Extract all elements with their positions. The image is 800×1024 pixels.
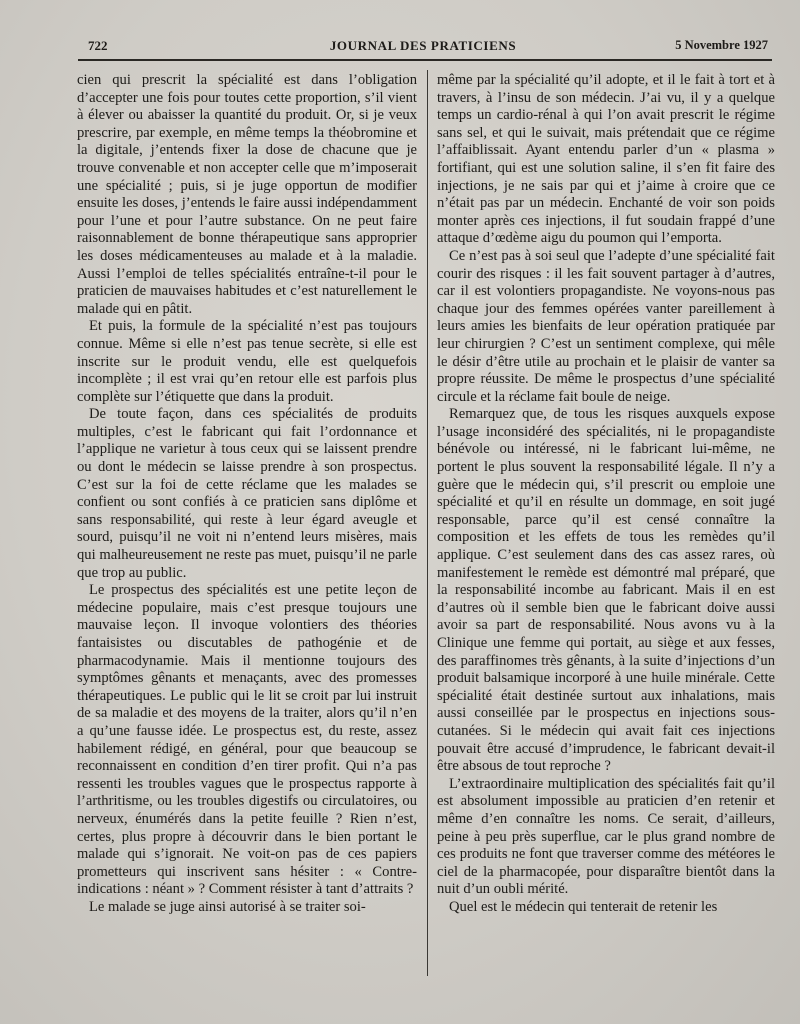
paragraph: L’extraordinaire multiplication des spécialités fait qu’il est absolument impossible au praticien d’en retenir et même d’en connaître les noms. Ce serait, d’ailleurs, peine à peu près superflue, car le plus grand nombre de ces produits ne font que traverser comme des météores le ciel de la pharmacopée, pour disparaître bientôt dans la nuit d’un oubli mérité. (437, 775, 775, 898)
header-rule (78, 59, 772, 61)
running-header (78, 38, 768, 58)
paragraph: Le malade se juge ainsi autorisé à se traiter soi- (89, 898, 366, 915)
column-divider (427, 70, 428, 976)
right-column (437, 72, 775, 917)
paragraph: Le prospectus des spécialités est une petite leçon de médecine populaire, mais c’est presque toujours une mauvaise leçon. Il invoque volontiers des théories fantaisistes ou discutables de pathogénie et de pharmacodynamie. Mais il mentionne toujours des symptômes gênants et menaçants, avec des promesses thérapeutiques. Le public qui le lit se croit par lui instruit de sa maladie et des moyens de la traiter, alors qu’il n’en a qu’une fausse idée. Le prospectus est, du reste, assez habilement rédigé, en général, pour que beaucoup se reconnaissent en condition d’en tirer profit. Qui n’a pas ressenti les troubles vagues que le prospectus rapporte à l’arthritisme, ou les troubles digestifs ou circulatoires, ou nerveux, énumérés dans la petite feuille ? Rien n’est, certes, plus propre à découvrir dans le bien portant le malade qui s’ignorait. Ne voit-on pas de ces papiers prometteurs qui inscrivent sans hésiter : « Contre-indications : néant » ? Comment résister à tant d’attraits ? (77, 582, 417, 898)
paragraph: Quel est le médecin qui tenterait de retenir les (449, 898, 718, 915)
paragraph: Remarquez que, de tous les risques auxquels expose l’usage inconsidéré des spécialités, ni le propagandiste bénévole ou intéressé, ni le fabricant lui-même, ne portent le plus souvent la responsabilité légale. Il n’y a guère que le médecin qui, s’il prescrit ou emploie une spécialité et qu’il en résulte un dommage, en soit jugé responsable, parce qu’il est censé connaître la composition et les effets de tous les remèdes qu’il applique. C’est seulement dans des cas assez rares, où manifestement le remède est démontré mal préparé, que la responsabilité incombe au fabricant. Mais il en est d’autres où il semble bien que le fabricant doive aussi avoir sa part de responsabilité. Nous avons vu à la Clinique une femme qui portait, au siège et aux fesses, des paraffinomes très gênants, à la suite d’injections d’un produit balsamique incorporé à une huile minérale. Cette spécialité était destinée surtout aux inhalations, mais aussi conseillée par le prospectus en injections sous-cutanées. Si le médecin qui avait fait ces injections pouvait être accusé d’imprudence, le fabricant devait-il être absous de tout reproche ? (437, 406, 775, 775)
paragraph: cien qui prescrit la spécialité est dans l’obligation d’accepter une fois pour toutes cette proportion, s’il vient à élever ou abaisser la quantité du produit. Or, si je veux prescrire, par exemple, en même temps la théobromine et la digitale, j’entends fixer la dose de chacune que je trouve convenable et non accepter celle que m’imposerait une spécialité ; puis, si je juge opportun de modifier ensuite les doses, j’entends le faire aussi indépendamment pour l’une et pour l’autre substance. On ne peut faire raisonnablement de bonne thérapeutique sans approprier les doses médicamenteuses au malade et à la maladie. Aussi l’emploi de telles spécialités entraîne-t-il pour le praticien de mauvaises habitudes et c’est naturellement le malade qui en pâtit. (77, 72, 417, 317)
paragraph: De toute façon, dans ces spécialités de produits multiples, c’est le fabricant qui fait l’ordonnance et l’applique ne varietur à tous ceux qui se laissent prendre ou dont le médecin se laisse prendre à son prospectus. C’est sur la foi de cette réclame que les malades se confient ou sont confiés à ce praticien sans diplôme et sans responsabilité, qui reste à leur égard aveugle et sourd, puisqu’il ne voit ni n’entend leurs misères, mais qui malheureusement ne reste pas muet, puisqu’il ne parle que trop au public. (77, 406, 417, 581)
paragraph: Et puis, la formule de la spécialité n’est pas toujours connue. Même si elle n’est pas tenue secrète, si elle est inscrite sur le produit vendu, elle est quelquefois incomplète ; il est vrai qu’en retour elle est parfois plus complète sur l’étiquette que dans la produit. (77, 318, 417, 405)
issue-date: 5 Novembre 1927 (675, 38, 768, 52)
left-column (77, 72, 417, 917)
paragraph: Ce n’est pas à soi seul que l’adepte d’une spécialité fait courir des risques : il les fait souvent partager à d’autres, car il est volontiers propagandiste. Ne voyons-nous pas chaque jour des femmes opérées vanter pareillement à leurs amies les bienfaits de leur opération pratiquée par leur chirurgien ? C’est un sentiment complexe, qui mêle le désir d’être utile au prochain et le plaisir de vanter sa propre réussite. De même le prospectus d’une spécialité circule et la réclame fait boule de neige. (437, 247, 775, 405)
journal-title: JOURNAL DES PRATICIENS (329, 38, 517, 53)
page-number: 722 (88, 38, 108, 53)
paragraph: même par la spécialité qu’il adopte, et il le fait à tort et à travers, à l’insu de son médecin. J’ai vu, il y a quelque temps un cardio-rénal à qui l’on avait prescrit le régime sans sel, et qui le suivait, mais prétendait que ce régime l’affaiblissait. Ayant entendu parler d’un « plasma » fortifiant, qui est une solution saline, il s’en fit faire des injections, je ne sais par qui et j’aime à croire que ce n’était pas par un médecin. Enchanté de voir son poids monter après ces injections, il fut soudain frappé d’une attaque d’œdème aigu du poumon qui l’emporta. (437, 72, 775, 247)
